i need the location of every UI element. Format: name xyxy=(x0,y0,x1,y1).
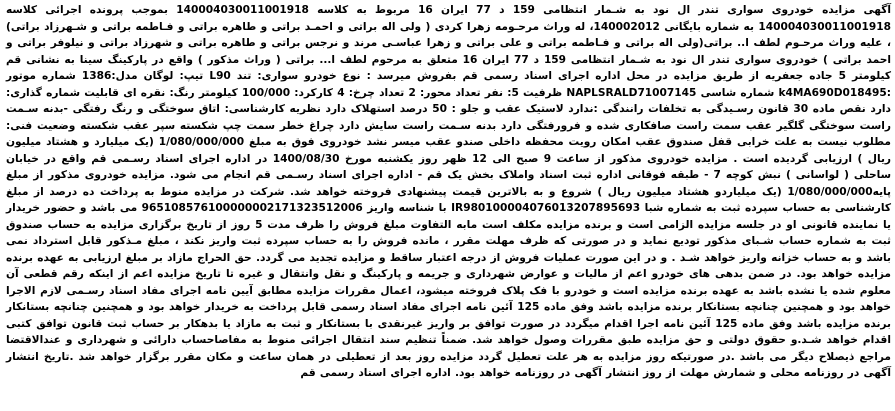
notice-body: آگهی مزایده خودروی سواری تندر ال نود به شـمار انتظامی 159 د 77 ایران 16 مربوط به کلاسه 140004030011001918 بموجب پرونده اجرائی کلاسه 140004030011001918 به شماره بایگانی 140002012، له وراث مرحـومه زهرا کردی ( ولی اله براتی و احمـد براتی و طاهره براتی و فـاطمه براتی و شـهرزاد براتی) ، علیه وراث مرحـوم لطف ا.. براتی(ولی اله براتی و فـاطمه براتی و علی براتی و زهرا عباسـی مرند و نرجس براتی و طاهره براتی و شهرزاد براتی و نیلوفر براتی و احمد براتی ) خودروی سواری تندر ال نود به شـمار انتظامی 159 د 77 ایران 16 متعلق به مرحوم لطف ا... براتی ( وراث مذکور ) واقع در پارکینگ سینا به نشانی قم کیلومتر 5 جاده جعفریه از طریق مزایده در محل اداره اجرای اسناد رسمی قم بفروش میرسد : نوع خودرو سواری: تند L90 تیپ: لوگان مدل:1386 شماره موتور :k4MA690D018495 شماره شاسی NAPLSRALD71007145 ظرفیت 5: نفر تعداد محور: 2 تعداد چرخ: 4 کارکرد: 100/000 کیلومتر رنگ: نقره ای قابلیت شماره گذاری: دارد نقص ماده 30 قانون رسـیدگی به تخلفات رانندگی :ندارد لاستیک عقب و جلو : 50 درصد استهلاک دارد نظریه کارشناسی: اتاق سوختگی و رنگ رفتگی -بدنه سـمت راست سوختگی گلگیر عقب سمت راست صافکاری شده و فرورفتگی دارد بدنه سـمت راست سایش دارد چراغ خطر سمت چپ شکسته سپر عقب شکسته وضعیت فنی: مطلوب نیست به علت خرابی قفل صندوق عقب امکان رویت محفظه داخلی صندو عقب میسر نشد خودروی فوق به مبلغ 1/080/000/000 (یک میلیارد و هشتاد میلیون ریال ) ارزیابی گردیده است . مزایده خودروی مذکور از ساعت 9 صبح الی 12 ظهر روز یکشنبه مورخ 1400/08/30 در اداره اجرای اسناد رسـمی قم واقع در خیابان ساحلی ( لواسانی ) نبش کوچه 7 - طبقه فوقانی اداره ثبت اسناد واملاک بخش یک قم - اداره اجرای اسناد رسـمی قم انجام می شود. مزایده خودروی مذکور از مبلغ پایه1/080/000/000 (یک میلیاردو هشتاد میلیون ریال ) شروع و به بالاترین قیمت پیشنهادی فروخته خواهد شد. شرکت در مزایده منوط به پرداخت ده درصد از مبلغ کارشناسی به حساب سپرده ثبت به شماره شبا IR980100004076013207895693 با شناسه واریز 965108576100000002171323512006 می باشد و حضور خریدار یا نماینده قانونی او در جلسه مزایده الزامی است و برنده مزایده مکلف است مابه التفاوت مبلغ فروش را ظرف مدت 5 روز از تاریخ برگزاری مزایده به حساب صندوق ثبت به شماره حساب شـبای مذکور تودیع نماید و در صورتی که ظرف مهلت مقرر ، مانده فروش را به حساب سپرده ثبت واریز نکند ، مبلغ مـذکور قابل استرداد نمی باشد و به حساب خزانه واریز خواهد شـد . و در این صورت عملیات فروش از درجه اعتبار ساقط و مزایده تجدید می گردد. حق الحراج مازاد بر مبلغ ارزیابی به عهده برنده مزایده خواهد بود. در ضمن بدهی های خودرو اعم از مالیات و عوارض شهرداری و جریمه و پارکینگ و نقل وانتقال و غیره تا تاریخ مزایده اعم از اینکه رقم قطعی آن معلوم شده یا نشده باشد به عهده برنده مزایده است و خودرو با فک پلاک فروخته میشود، اعمال مقررات مزایده مطابق آیین نامه اجرای مفاد اسناد رسـمی لازم الاجرا خواهد بود و همچنین چنانچه بستانکار برنده مزایده باشد وفق ماده 125 آئین نامه اجرای مفاد اسناد رسمی قابل پرداخت به خریدار خواهد بود و همچنین چنانچه بستانکار برنده مزایده باشد وفق ماده 125 آئین نامه اجرا اقدام میگردد در صورت توافق بر واریز غیرنقدی با بستانکار و ثبت به مازاد یا بدهکار بر حساب ثبت قانون توافق کتبی اقدام خواهد شـد.و حقوق دولتی و حق مزایده طبق مقررات وصول خواهد شد. ضمناً تنظیم سند انتقال اجرائی منوط به مفاصاحساب دارائی و شهرداری و عندالاقتضا مراجع ذیصلاح دیگر می باشد .در صورتیکه روز مزایده به هر علت تعطیل گردد مزایده روز بعد از تعطیلی در همان ساعت و مکان مقرر برگزار خواهد شد .تاریخ انتشار آگهی در روزنامه محلی و شمارش مهلت از روز انتشار آگهی در روزنامه خواهد بود. اداره اجرای اسناد رسمی قم xyxy=(6,4,892,379)
